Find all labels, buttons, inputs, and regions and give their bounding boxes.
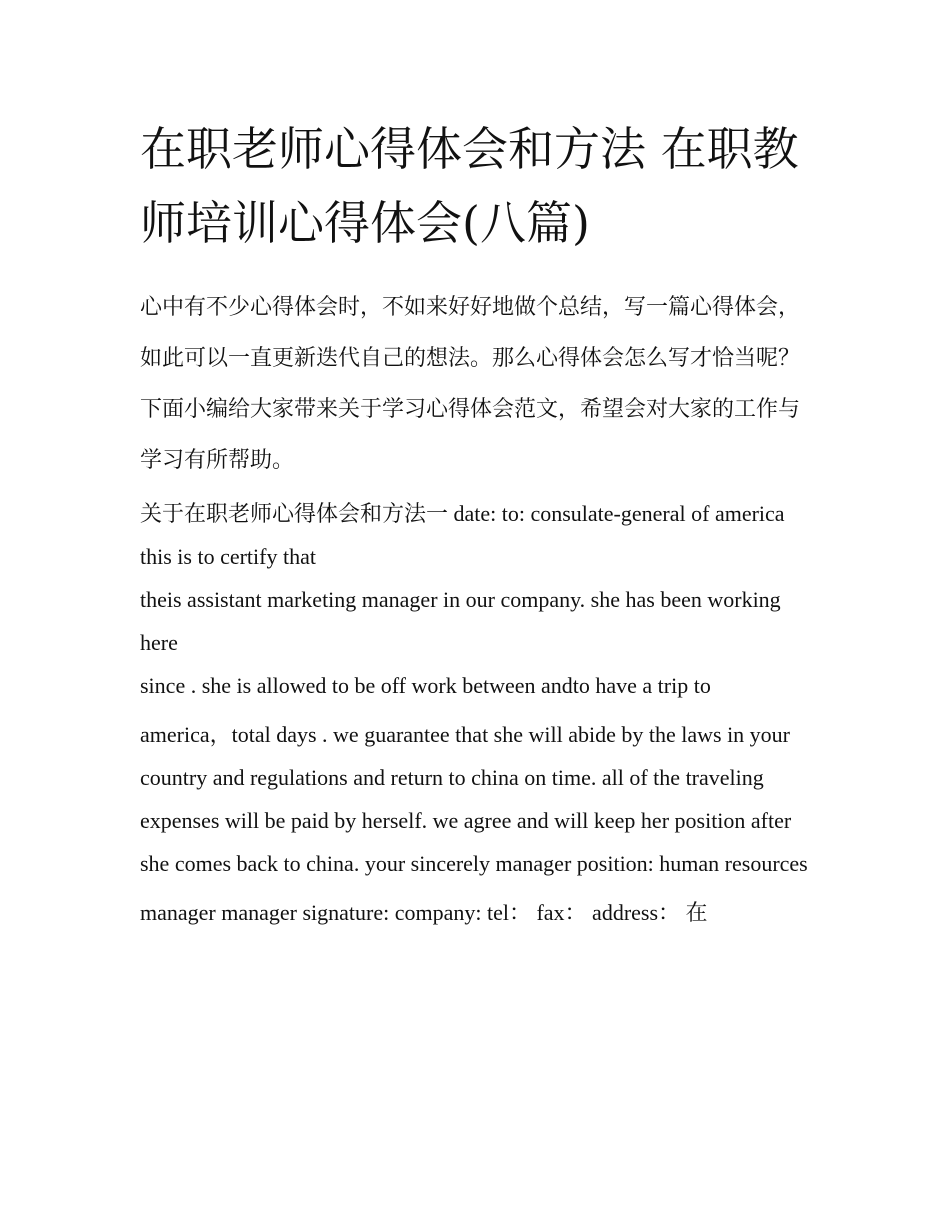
body-line-3: since . she is allowed to be off work between andto have a trip to [140, 673, 711, 698]
body-line-5: country and regulations and return to china on time. all of the traveling [140, 765, 764, 790]
body-line-8: manager manager signature: company: tel： fax： address： 在 [140, 900, 708, 925]
body-line-7: she comes back to china. your sincerely manager position: human resources [140, 851, 808, 876]
body-line-1: 关于在职老师心得体会和方法一 date: to: consulate-general of america this is to certify that [140, 501, 785, 569]
body-line-2: theis assistant marketing manager in our company. she has been working here [140, 587, 781, 655]
body-line-4: america，total days . we guarantee that she will abide by the laws in your [140, 722, 791, 747]
document-content [140, 112, 812, 934]
document-title: 在职老师心得体会和方法 在职教师培训心得体会(八篇) [140, 122, 799, 250]
intro-paragraph: 心中有不少心得体会时，不如来好好地做个总结，写一篇心得体会，如此可以一直更新迭代自己的想法。那么心得体会怎么写才恰当呢？下面小编给大家带来关于学习心得体会范文，希望会对大家的工作与学习有所帮助。 [140, 295, 801, 473]
body-line-6: expenses will be paid by herself. we agree and will keep her position after [140, 808, 792, 833]
